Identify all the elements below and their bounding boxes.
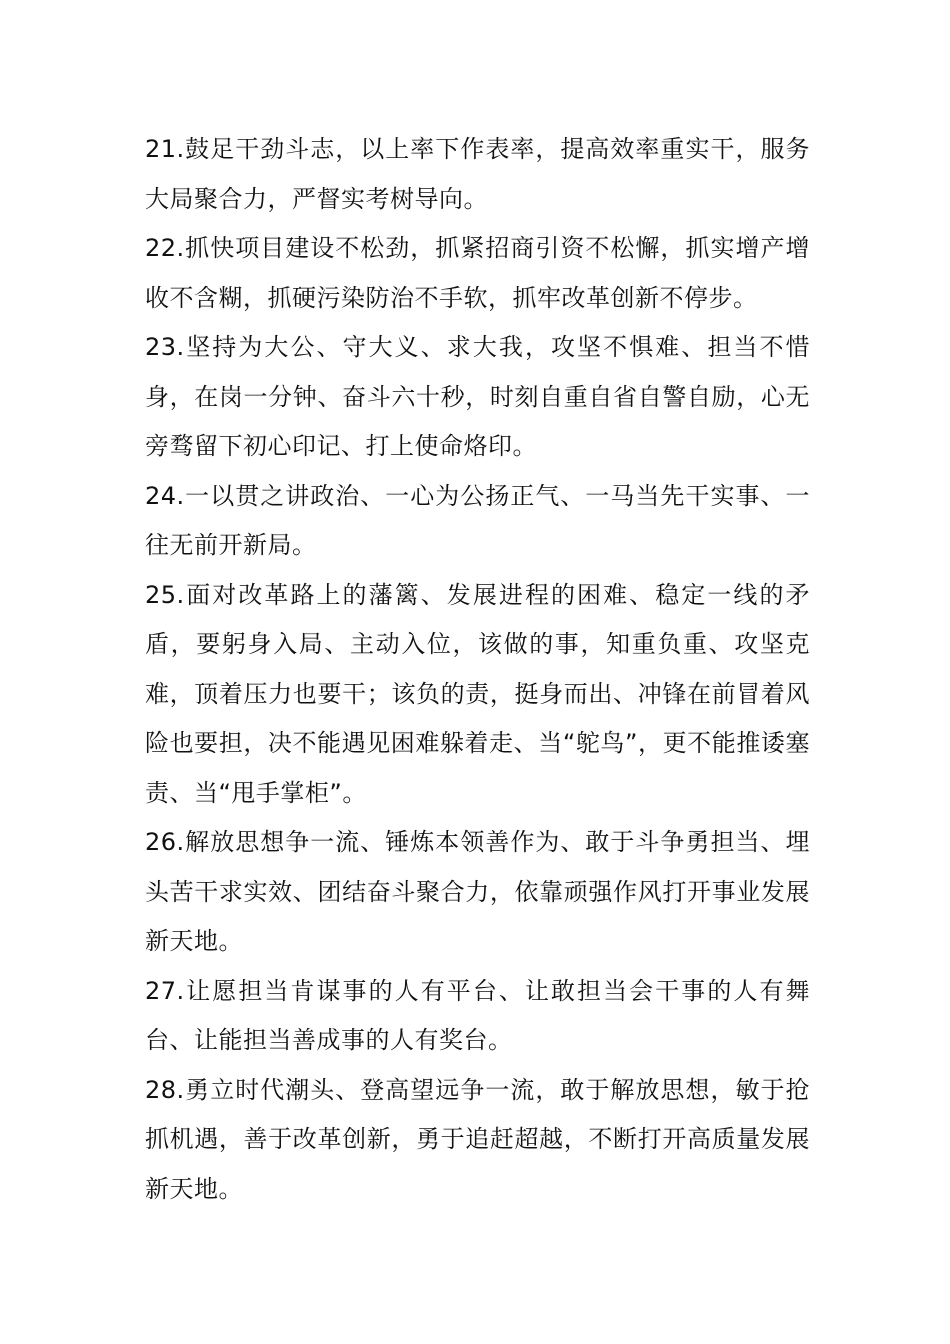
list-item-22: 22.抓快项目建设不松劲，抓紧招商引资不松懈，抓实增产增收不含糊，抓硬污染防治不手软，抓牢改革创新不停步。: [145, 234, 810, 312]
list-item-24: 24.一以贯之讲政治、一心为公扬正气、一马当先干实事、一往无前开新局。: [145, 481, 810, 559]
list-item-21: 21.鼓足干劲斗志，以上率下作表率，提高效率重实干，服务大局聚合力，严督实考树导向。: [145, 135, 810, 213]
list-item-27: 27.让愿担当肯谋事的人有平台、让敢担当会干事的人有舞台、让能担当善成事的人有奖台。: [145, 976, 810, 1054]
list-item-28: 28.勇立时代潮头、登高望远争一流，敢于解放思想，敏于抢抓机遇，善于改革创新，勇于追赶超越，不断打开高质量发展新天地。: [145, 1075, 810, 1203]
list-item-23: 23.坚持为大公、守大义、求大我，攻坚不惧难、担当不惜身，在岗一分钟、奋斗六十秒，时刻自重自省自警自励，心无旁骛留下初心印记、打上使命烙印。: [145, 333, 810, 460]
list-item-26: 26.解放思想争一流、锤炼本领善作为、敢于斗争勇担当、埋头苦干求实效、团结奋斗聚合力，依靠顽强作风打开事业发展新天地。: [145, 828, 810, 955]
document-body: [145, 125, 810, 1214]
list-item-25: 25.面对改革路上的藩篱、发展进程的困难、稳定一线的矛盾，要躬身入局、主动入位，该做的事，知重负重、攻坚克难，顶着压力也要干；该负的责，挺身而出、冲锋在前冒着风险也要担，决不能遇见困难躲着走、当“鸵鸟”，更不能推诿塞责、当“甩手掌柜”。: [145, 580, 810, 807]
